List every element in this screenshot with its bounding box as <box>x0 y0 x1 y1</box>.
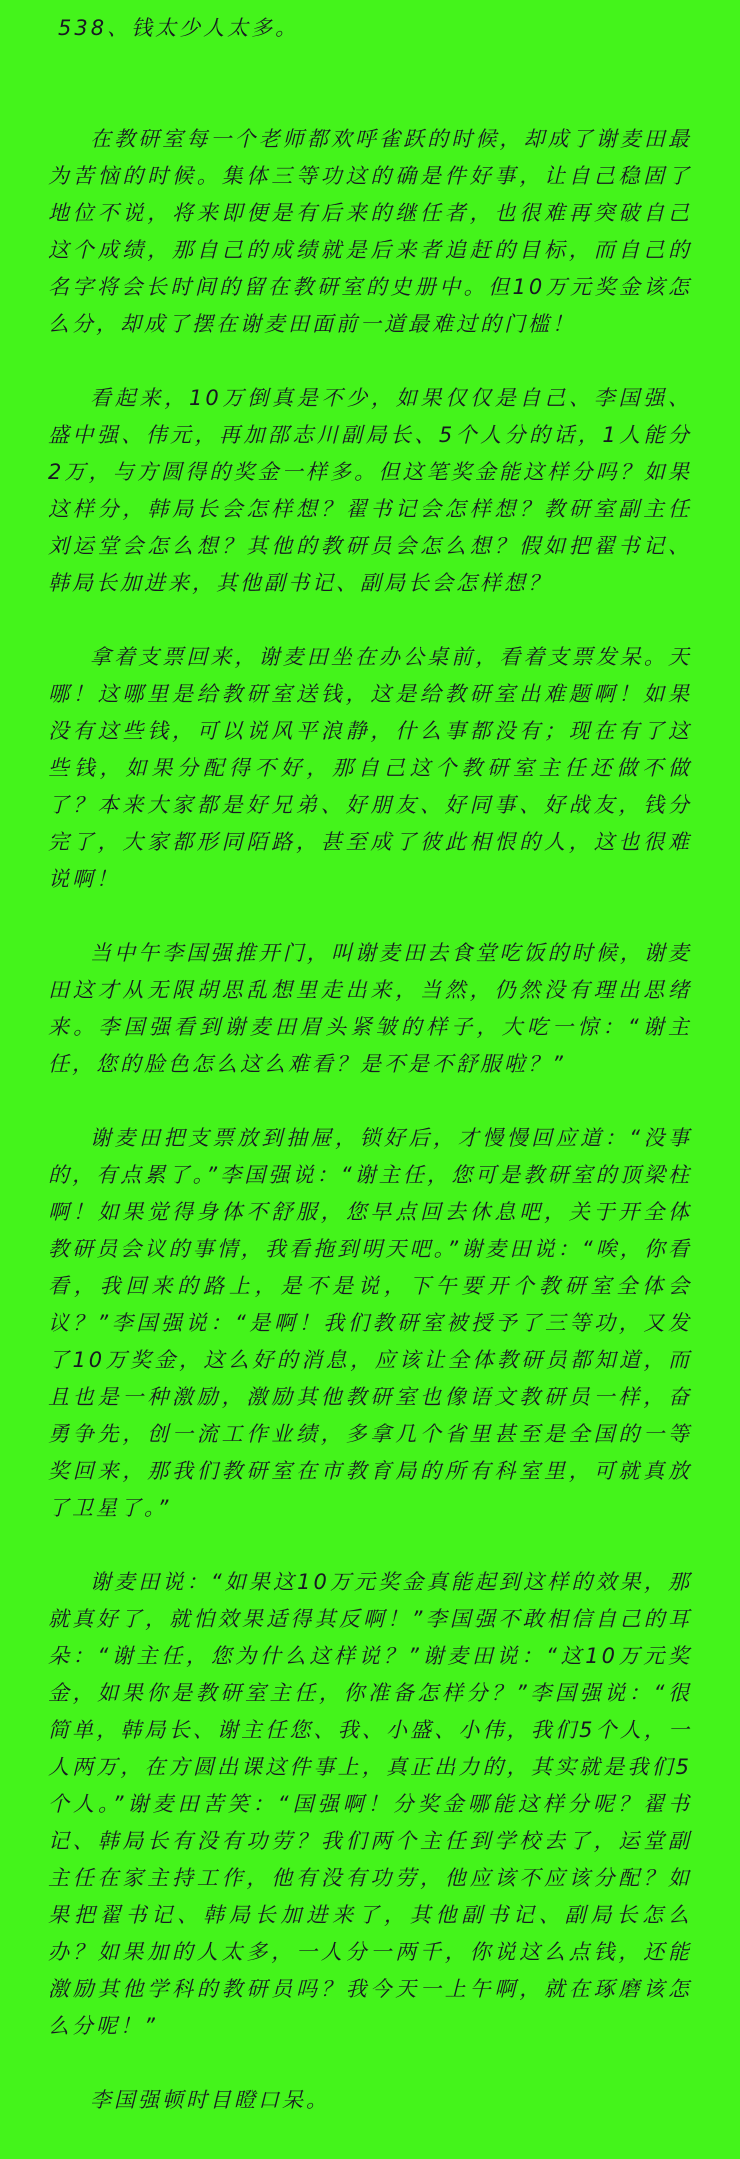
paragraph: 看起来，10万倒真是不少，如果仅仅是自己、李国强、盛中强、伟元，再加邵志川副局长、5个人分的话，1人能分2万，与方圆得的奖金一样多。但这笔奖金能这样分吗？如果这样分，韩局长会怎样想？翟书记会怎样想？教研室副主任刘运堂会怎么想？其他的教研员会怎么想？假如把翟书记、韩局长加进来，其他副书记、副局长会怎样想？ <box>48 386 692 595</box>
paragraph: 拿着支票回来，谢麦田坐在办公桌前，看着支票发呆。天哪！这哪里是给教研室送钱，这是给教研室出难题啊！如果没有这些钱，可以说风平浪静，什么事都没有；现在有了这些钱，如果分配得不好，那自己这个教研室主任还做不做了？本来大家都是好兄弟、好朋友、好同事、好战友，钱分完了，大家都形同陌路，甚至成了彼此相恨的人，这也很难说啊！ <box>48 645 692 891</box>
paragraph: 在教研室每一个老师都欢呼雀跃的时候，却成了谢麦田最为苦恼的时候。集体三等功这的确是件好事，让自己稳固了地位不说，将来即便是有后来的继任者，也很难再突破自己这个成绩，那自己的成绩就是后来者追赶的目标，而自己的名字将会长时间的留在教研室的史册中。但10万元奖金该怎么分，却成了摆在谢麦田面前一道最难过的门槛！ <box>48 127 692 336</box>
chapter-body <box>48 121 692 2119</box>
paragraph: 谢麦田说：“如果这10万元奖金真能起到这样的效果，那就真好了，就怕效果适得其反啊！”李国强不敢相信自己的耳朵：“谢主任，您为什么这样说？”谢麦田说：“这10万元奖金，如果你是教研室主任，你准备怎样分？”李国强说：“很简单，韩局长、谢主任您、我、小盛、小伟，我们5个人，一人两万，在方圆出课这件事上，真正出力的，其实就是我们5个人。”谢麦田苦笑：“国强啊！分奖金哪能这样分呢？翟书记、韩局长有没有功劳？我们两个主任到学校去了，运堂副主任在家主持工作，他有没有功劳，他应该不应该分配？如果把翟书记、韩局长加进来了，其他副书记、副局长怎么办？如果加的人太多，一人分一两千，你说这么点钱，还能激励其他学科的教研员吗？我今天一上午啊，就在琢磨该怎么分呢！” <box>48 1570 692 2038</box>
paragraph: 李国强顿时目瞪口呆。 <box>90 2088 330 2112</box>
paragraph: 当中午李国强推开门，叫谢麦田去食堂吃饭的时候，谢麦田这才从无限胡思乱想里走出来，当然，仍然没有理出思绪来。李国强看到谢麦田眉头紧皱的样子，大吃一惊：“谢主任，您的脸色怎么这么难看？是不是不舒服啦？” <box>48 941 692 1076</box>
chapter-title: 538、钱太少人太多。 <box>58 16 300 40</box>
paragraph: 谢麦田把支票放到抽屉，锁好后，才慢慢回应道：“没事的，有点累了。”李国强说：“谢主任，您可是教研室的顶梁柱啊！如果觉得身体不舒服，您早点回去休息吧，关于开全体教研员会议的事情，我看拖到明天吧。”谢麦田说：“唉，你看看，我回来的路上，是不是说，下午要开个教研室全体会议？”李国强说：“是啊！我们教研室被授予了三等功，又发了10万奖金，这么好的消息，应该让全体教研员都知道，而且也是一种激励，激励其他教研室也像语文教研员一样，奋勇争先，创一流工作业绩，多拿几个省里甚至是全国的一等奖回来，那我们教研室在市教育局的所有科室里，可就真放了卫星了。” <box>48 1126 692 1520</box>
